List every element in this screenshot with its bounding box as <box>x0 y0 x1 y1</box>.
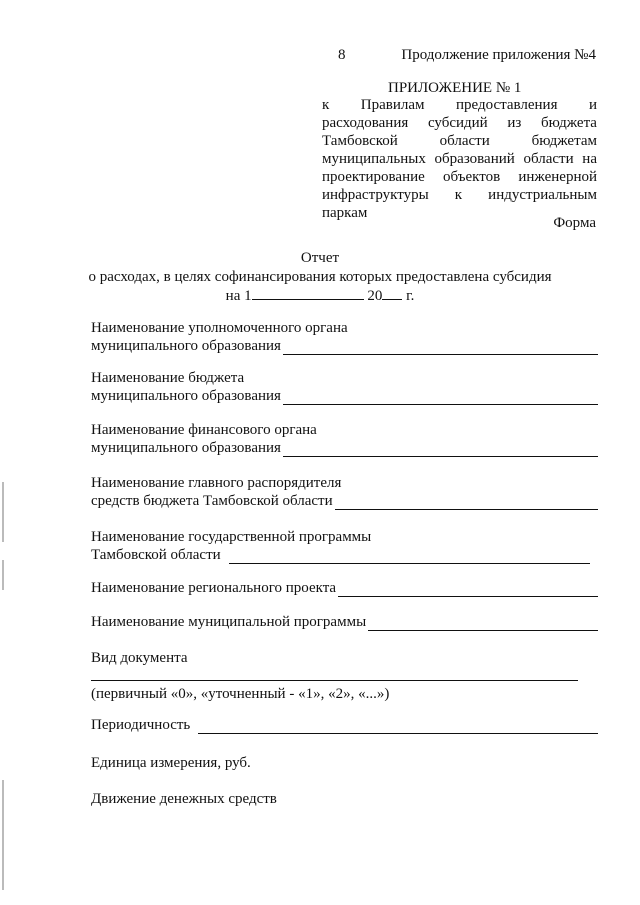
document-type-hint: (первичный «0», «уточненный - «1», «2», «...») <box>91 686 390 702</box>
date-prefix: на 1 <box>225 288 252 304</box>
appendix-line: инфраструктуры к индустриальным <box>322 187 597 203</box>
appendix-line: муниципальных образований области на <box>322 151 597 167</box>
section-heading: Движение денежных средств <box>91 791 277 807</box>
field-label: муниципального образования <box>91 338 281 354</box>
field-periodicity <box>91 716 598 734</box>
field-label: Тамбовской области <box>91 547 221 563</box>
field-label: муниципального образования <box>91 388 281 404</box>
scan-artifact <box>2 780 4 890</box>
scan-artifact <box>2 560 4 590</box>
report-subtitle: о расходах, в целях софинансирования которых предоставлена субсидия <box>88 269 552 285</box>
chief-manager-blank[interactable] <box>335 496 598 510</box>
appendix-line: паркам <box>322 205 368 221</box>
field-label: Наименование финансового органа <box>91 422 317 438</box>
page-number: 8 <box>338 47 346 63</box>
field-label: муниципального образования <box>91 440 281 456</box>
report-date-line <box>0 286 640 305</box>
state-program-blank[interactable] <box>229 550 590 564</box>
periodicity-blank[interactable] <box>198 720 598 734</box>
appendix-line: к Правилам предоставления и <box>322 97 597 113</box>
date-year-blank[interactable] <box>382 286 402 300</box>
financial-body-blank[interactable] <box>283 443 598 457</box>
date-day-month-blank[interactable] <box>252 286 364 300</box>
field-label: Наименование бюджета <box>91 370 245 386</box>
budget-blank[interactable] <box>283 391 598 405</box>
field-label: Наименование регионального проекта <box>91 580 337 596</box>
field-financial-body <box>91 421 598 457</box>
form-label: Форма <box>553 215 596 231</box>
field-authorized-body <box>91 319 598 355</box>
field-label: Периодичность <box>91 717 191 733</box>
authorized-body-blank[interactable] <box>283 341 598 355</box>
field-municipal-program <box>91 613 598 631</box>
appendix-line: Тамбовской области бюджетам <box>322 133 597 149</box>
appendix-title: ПРИЛОЖЕНИЕ № 1 <box>388 80 522 96</box>
field-document-type <box>91 649 598 667</box>
field-regional-project <box>91 579 598 597</box>
field-label: Наименование главного распорядителя <box>91 475 342 491</box>
appendix-line: расходования субсидий из бюджета <box>322 115 597 131</box>
field-chief-manager <box>91 474 598 510</box>
field-state-program <box>91 528 598 564</box>
field-label: Наименование уполномоченного органа <box>91 320 348 336</box>
document-type-blank[interactable] <box>91 680 578 681</box>
scan-artifact <box>2 482 4 542</box>
unit-text: Единица измерения, руб. <box>91 755 251 771</box>
appendix-line: проектирование объектов инженерной <box>322 169 597 185</box>
field-label: Вид документа <box>91 650 188 666</box>
field-label: Наименование муниципальной программы <box>91 614 367 630</box>
field-cash-flow <box>91 790 598 808</box>
field-label: средств бюджета Тамбовской области <box>91 493 333 509</box>
regional-project-blank[interactable] <box>338 583 598 597</box>
field-budget <box>91 369 598 405</box>
field-label: Наименование государственной программы <box>91 529 372 545</box>
field-unit <box>91 754 598 772</box>
document-type-hint-row <box>91 685 598 703</box>
continuation-note: Продолжение приложения №4 <box>401 47 596 63</box>
date-year-prefix: 20 <box>367 288 383 304</box>
municipal-program-blank[interactable] <box>368 617 598 631</box>
report-title: Отчет <box>300 250 340 266</box>
appendix-description <box>322 97 597 223</box>
date-suffix: г. <box>406 288 415 304</box>
